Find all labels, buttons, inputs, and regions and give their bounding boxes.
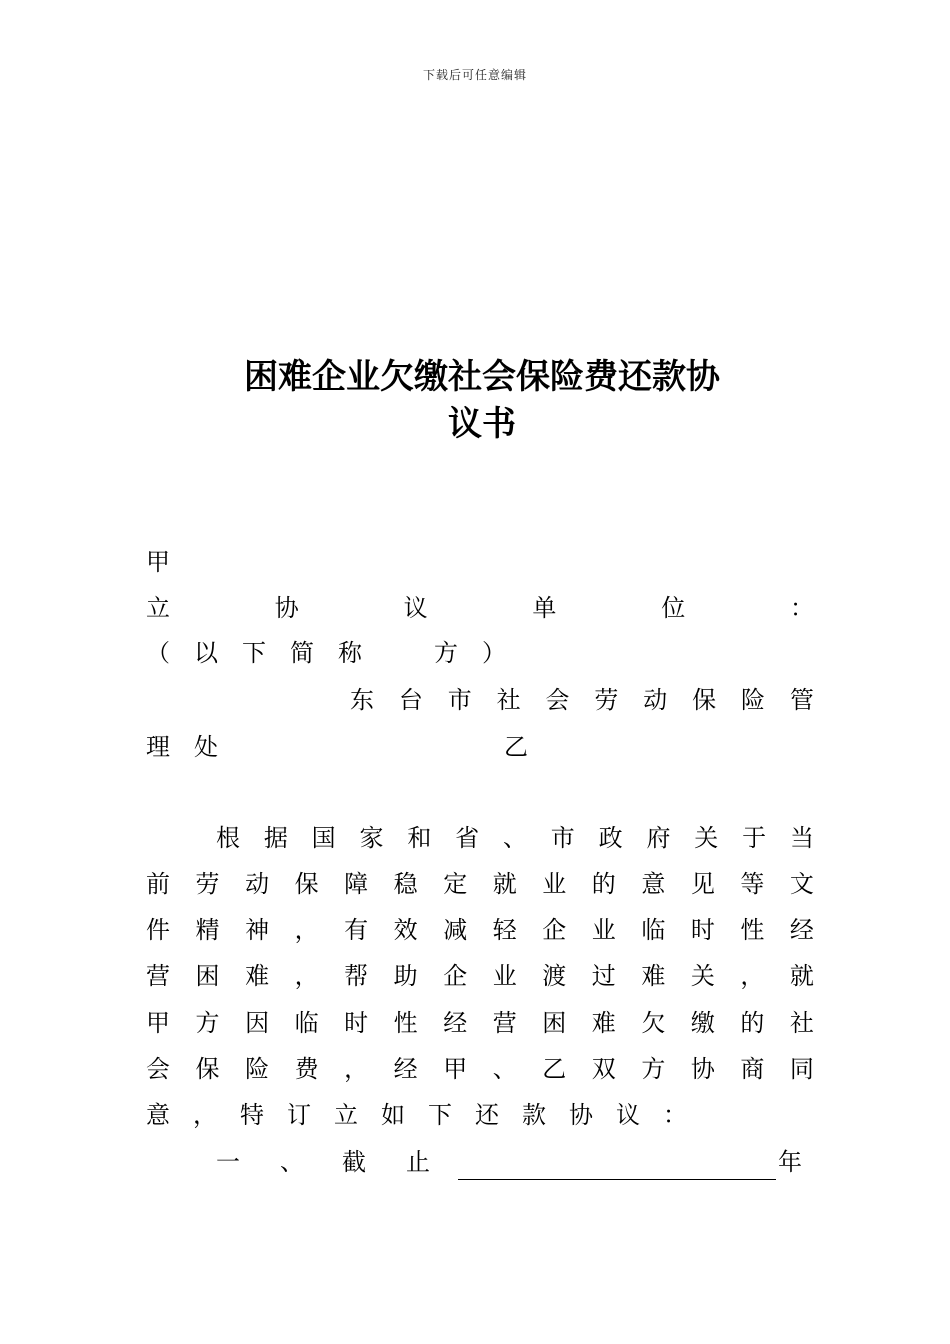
page-header-note: 下载后可任意编辑 [422, 68, 527, 82]
body-char: 等 [740, 870, 765, 898]
body-char: 如 [381, 1101, 405, 1129]
body-char: 轻 [492, 916, 517, 944]
body-char: ， [294, 916, 319, 944]
body-char: 方 [195, 1009, 220, 1037]
body-char: 省 [455, 824, 480, 852]
party-line-char: 议 [403, 594, 428, 622]
body-char: 缴 [690, 1009, 715, 1037]
body-char: 协 [690, 1055, 715, 1083]
body-char: 关 [694, 824, 719, 852]
body-char: 过 [591, 962, 616, 990]
office-char: 险 [741, 686, 765, 714]
body-char: 订 [287, 1101, 311, 1129]
body-char: 企 [443, 962, 468, 990]
body-char: 效 [393, 916, 418, 944]
body-char: 甲 [443, 1055, 468, 1083]
date-blank-field[interactable] [458, 1151, 776, 1180]
body-char: 临 [641, 916, 666, 944]
party-line-char: 协 [274, 594, 299, 622]
clause-year-label: 年 [778, 1148, 802, 1176]
body-char: 临 [294, 1009, 319, 1037]
body-char: 商 [740, 1055, 765, 1083]
office-char: 管 [789, 686, 814, 714]
body-char: 经 [443, 1009, 468, 1037]
party-line-char: 位 [661, 594, 686, 622]
body-char: 前 [146, 870, 170, 898]
body-char: 于 [742, 824, 767, 852]
body-char: ， [193, 1101, 217, 1129]
body-char: 难 [641, 962, 666, 990]
body-char: 稳 [393, 870, 418, 898]
body-char: 国 [311, 824, 336, 852]
body-char: 的 [740, 1009, 765, 1037]
office-char: 劳 [594, 686, 619, 714]
abbrev-char: ） [482, 639, 506, 667]
body-char: 社 [789, 1009, 814, 1037]
party-line-char: 单 [532, 594, 557, 622]
office-char: 处 [194, 733, 218, 761]
office-char: 市 [447, 686, 472, 714]
body-char: 渡 [542, 962, 567, 990]
clause-char: 截 [342, 1148, 366, 1176]
office-char: 动 [643, 686, 668, 714]
office-line [350, 682, 814, 718]
office-line-2 [146, 729, 218, 765]
body-char: 同 [789, 1055, 814, 1083]
body-char: ： [663, 1101, 687, 1129]
party-a-label: 甲 [146, 548, 170, 576]
document-title-line-1: 困难企业欠缴社会保险费还款协 [244, 357, 720, 397]
body-char: 家 [359, 824, 384, 852]
abbrev-line [146, 635, 506, 671]
body-char: 营 [146, 962, 170, 990]
clause-char: 止 [406, 1148, 430, 1176]
body-char: 乙 [542, 1055, 567, 1083]
body-char: 还 [475, 1101, 499, 1129]
party-line [146, 590, 814, 626]
body-char: 立 [334, 1101, 358, 1129]
body-char: 难 [591, 1009, 616, 1037]
body-char: 件 [146, 916, 170, 944]
body-char: 定 [443, 870, 468, 898]
body-char: 下 [428, 1101, 452, 1129]
body-char: 因 [245, 1009, 270, 1037]
body-char: ， [294, 962, 319, 990]
body-line-5 [146, 1005, 814, 1041]
abbrev-char: （ [146, 639, 170, 667]
body-char: 府 [646, 824, 671, 852]
body-char: 和 [407, 824, 432, 852]
body-char: 、 [492, 1055, 517, 1083]
body-char: 就 [789, 962, 814, 990]
body-char: 协 [569, 1101, 593, 1129]
office-char: 台 [398, 686, 423, 714]
body-char: 时 [690, 916, 715, 944]
body-line-6 [146, 1051, 814, 1087]
body-char: 困 [542, 1009, 567, 1037]
body-char: 险 [245, 1055, 270, 1083]
abbrev-char: 下 [242, 639, 266, 667]
body-char: 议 [616, 1101, 640, 1129]
body-char: 保 [294, 870, 319, 898]
body-char: 费 [294, 1055, 319, 1083]
body-line-1 [216, 820, 814, 856]
body-char: 保 [195, 1055, 220, 1083]
body-char: 特 [240, 1101, 264, 1129]
body-char: 时 [344, 1009, 369, 1037]
body-char: 神 [245, 916, 270, 944]
body-char: 业 [492, 962, 517, 990]
abbrev-char: 方 [434, 639, 458, 667]
office-char: 理 [146, 733, 170, 761]
party-line-char: ： [789, 594, 814, 622]
body-char: 营 [492, 1009, 517, 1037]
body-char: 性 [740, 916, 765, 944]
body-line-2 [146, 866, 814, 902]
body-char: 障 [344, 870, 369, 898]
body-char: 欠 [641, 1009, 666, 1037]
body-char: 根 [216, 824, 240, 852]
body-char: 据 [263, 824, 288, 852]
body-char: 困 [195, 962, 220, 990]
clause-1 [216, 1144, 802, 1180]
body-char: 业 [591, 916, 616, 944]
body-char: 经 [789, 916, 814, 944]
body-char: 有 [344, 916, 369, 944]
body-char: 经 [393, 1055, 418, 1083]
body-char: 关 [690, 962, 715, 990]
document-title-line-2: 议书 [448, 404, 516, 444]
body-char: 市 [550, 824, 575, 852]
body-char: 难 [245, 962, 270, 990]
body-char: 帮 [344, 962, 369, 990]
body-char: 性 [393, 1009, 418, 1037]
body-char: ， [740, 962, 765, 990]
body-char: 精 [195, 916, 220, 944]
office-char: 东 [350, 686, 374, 714]
abbrev-char: 简 [290, 639, 314, 667]
body-line-7 [146, 1097, 687, 1133]
body-char: 会 [146, 1055, 170, 1083]
body-char: 动 [245, 870, 270, 898]
body-char: 方 [641, 1055, 666, 1083]
office-char: 会 [545, 686, 570, 714]
body-char: 文 [789, 870, 814, 898]
body-char: 甲 [146, 1009, 170, 1037]
clause-char: 一 [216, 1148, 240, 1176]
body-char: 业 [542, 870, 567, 898]
body-char: 见 [690, 870, 715, 898]
body-char: 意 [641, 870, 666, 898]
body-char: 企 [542, 916, 567, 944]
body-char: 助 [393, 962, 418, 990]
body-line-4 [146, 958, 814, 994]
body-line-3 [146, 912, 814, 948]
office-char: 社 [496, 686, 521, 714]
body-char: 双 [591, 1055, 616, 1083]
body-char: 减 [443, 916, 468, 944]
body-char: 政 [598, 824, 623, 852]
body-char: 的 [591, 870, 616, 898]
abbrev-char: 以 [194, 639, 218, 667]
body-char: 就 [492, 870, 517, 898]
body-char: 当 [789, 824, 814, 852]
body-char: 意 [146, 1101, 170, 1129]
body-char: ， [344, 1055, 369, 1083]
abbrev-char: 称 [338, 639, 362, 667]
body-char: 款 [522, 1101, 546, 1129]
party-b-label: 乙 [504, 733, 528, 761]
office-char: 保 [692, 686, 717, 714]
clause-char: 、 [280, 1148, 304, 1176]
body-char: 、 [502, 824, 527, 852]
party-line-char: 立 [146, 594, 170, 622]
body-char: 劳 [195, 870, 220, 898]
